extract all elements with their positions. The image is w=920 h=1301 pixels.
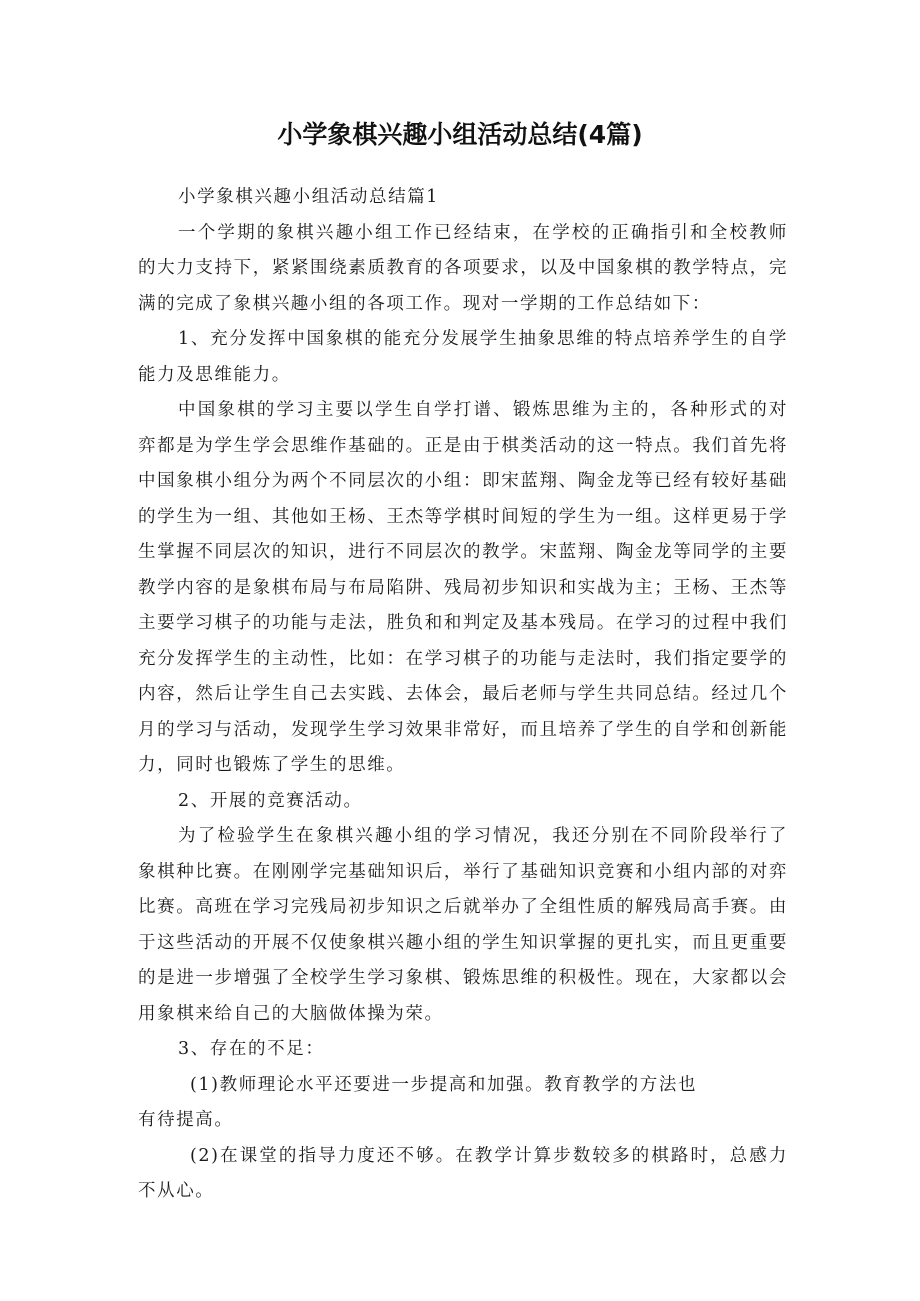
point-2-heading: 2、开展的竞赛活动。 <box>178 790 363 811</box>
point-3-heading: 3、存在的不足： <box>178 1039 325 1059</box>
shortcoming-1-line-1: (1)教师理论水平还要进一步提高和加强。教育教学的方法也 <box>190 1074 698 1095</box>
point-1-body: 中国象棋的学习主要以学生自学打谱、锻炼思维为主的，各种形式的对弈都是为学生学会思维作基础的。正是由于棋类活动的这一特点。我们首先将中国象棋小组分为两个不同层次的小组：即宋蓝翔、陶金龙等已经有较好基础的学生为一组、其他如王杨、王杰等学棋时间短的学生为一组。这样更易于学生掌握不同层次的知识，进行不同层次的教学。宋蓝翔、陶金龙等同学的主要教学内容的是象棋布局与布局陷阱、残局初步知识和实战为主；王杨、王杰等主要学习棋子的功能与走法，胜负和和判定及基本残局。在学习的过程中我们充分发挥学生的主动性，比如：在学习棋子的功能与走法时，我们指定要学的内容，然后让学生自己去实践、去体会，最后老师与学生共同总结。经过几个月的学习与活动，发现学生学习效果非常好，而且培养了学生的自学和创新能力，同时也锻炼了学生的思维。 <box>138 400 788 775</box>
intro-paragraph: 一个学期的象棋兴趣小组工作已经结束，在学校的正确指引和全校教师的大力支持下，紧紧围绕素质教育的各项要求，以及中国象棋的教学特点，完满的完成了象棋兴趣小组的各项工作。现对一学期的工作总结如下： <box>138 222 788 314</box>
shortcoming-1-line-2: 有待提高。 <box>138 1110 234 1130</box>
point-1-heading: 1、充分发挥中国象棋的能充分发展学生抽象思维的特点培养学生的自学能力及思维能力。 <box>138 329 788 385</box>
section-heading: 小学象棋兴趣小组活动总结篇1 <box>178 187 440 207</box>
document-title: 小学象棋兴趣小组活动总结(4篇) <box>277 120 643 149</box>
document-body <box>138 180 788 1210</box>
point-2-body: 为了检验学生在象棋兴趣小组的学习情况，我还分别在不同阶段举行了象棋种比赛。在刚刚学完基础知识后，举行了基础知识竞赛和小组内部的对弈比赛。高班在学习完残局初步知识之后就举办了全组性质的解残局高手赛。由于这些活动的开展不仅使象棋兴趣小组的学生知识掌握的更扎实，而且更重要的是进一步增强了全校学生学习象棋、锻炼思维的积极性。现在，大家都以会用象棋来给自己的大脑做体操为荣。 <box>138 826 788 1024</box>
shortcoming-2: (2)在课堂的指导力度还不够。在教学计算步数较多的棋路时，总感力不从心。 <box>138 1145 788 1201</box>
